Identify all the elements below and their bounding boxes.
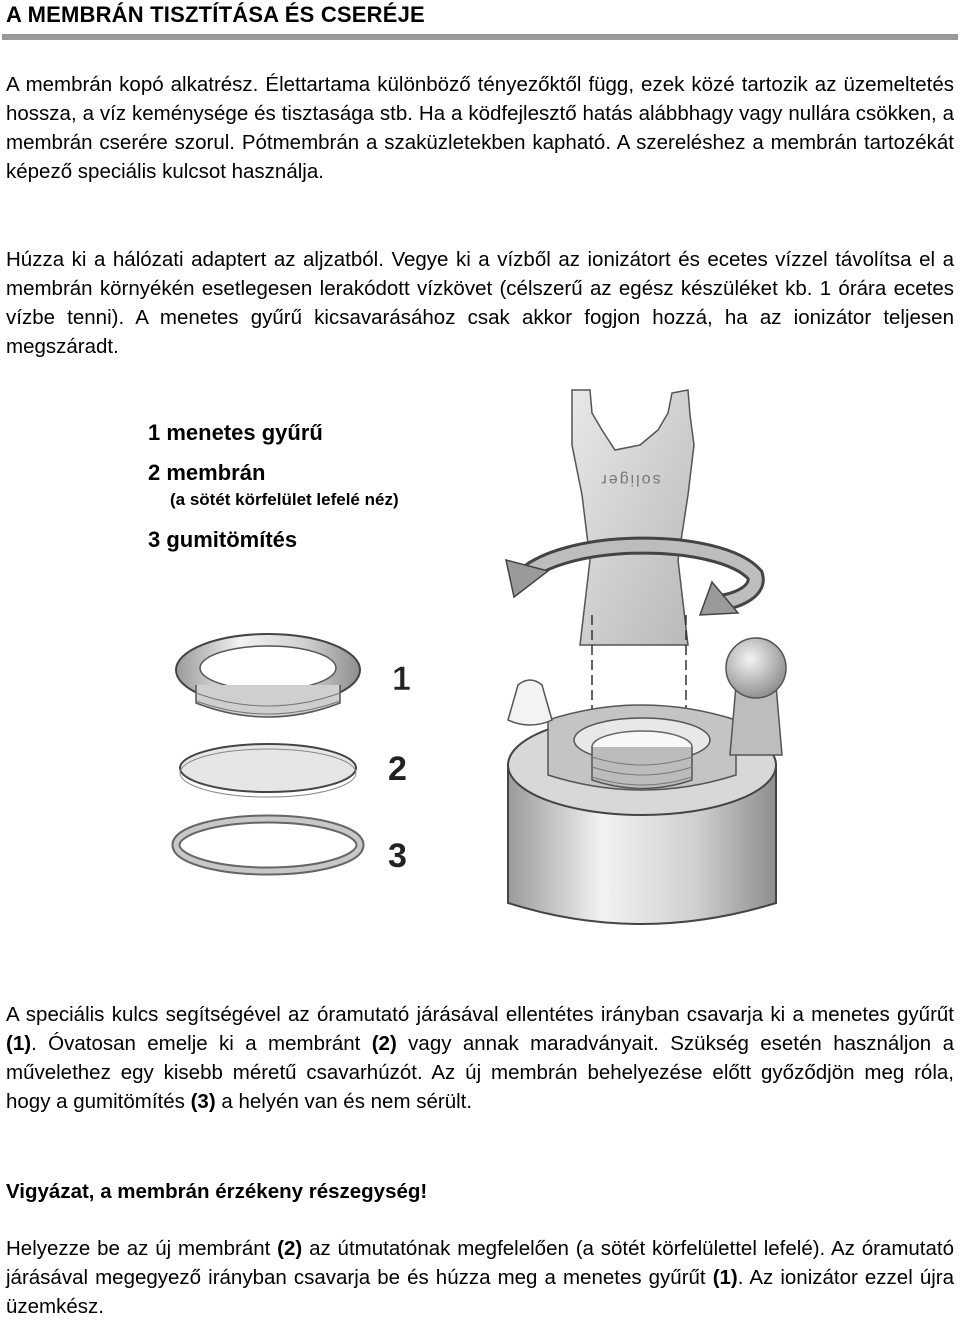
ionizer-device-icon bbox=[508, 638, 786, 924]
gasket-icon bbox=[176, 819, 360, 871]
install-text-1: Helyezze be az új membránt bbox=[6, 1237, 278, 1260]
install-text-3: . Az ionizátor ezzel újra üzemkész. bbox=[6, 1266, 954, 1318]
title-divider bbox=[2, 34, 958, 40]
part-number-1: 1 bbox=[392, 660, 411, 698]
removal-ref-gasket: (3) bbox=[190, 1090, 216, 1113]
removal-paragraph bbox=[6, 1000, 954, 1116]
removal-text-1: A speciális kulcs segítségével az óramutató járásával ellentétes irányban csavarja ki a menetes gyűrűt bbox=[6, 1003, 954, 1026]
removal-text-4: a helyén van és nem sérült. bbox=[215, 1090, 473, 1113]
membrane-replacement-figure bbox=[0, 385, 960, 985]
wrench-key-icon bbox=[572, 390, 694, 645]
legend-ring: 1 menetes gyűrű bbox=[148, 420, 323, 445]
removal-text-2: . Óvatosan emelje ki a membránt bbox=[31, 1032, 372, 1055]
preparation-paragraph: Húzza ki a hálózati adaptert az aljzatból. Vegye ki a vízből az ionizátort és ecetes vízzel távolítsa el a membrán környékén esetlegesen lerakódott vízkövet (célszerű az egész készüléket kb. 1 órára ecetes vízbe tenni). A menetes gyűrű kicsavarásához csak akkor fogjon hozzá, ha az ionizátor teljesen megszáradt. bbox=[6, 248, 954, 358]
removal-ref-membrane: (2) bbox=[371, 1032, 397, 1055]
legend-gasket: 3 gumitömítés bbox=[148, 527, 298, 552]
install-paragraph bbox=[6, 1234, 954, 1321]
key-logo: soliger bbox=[599, 471, 661, 488]
removal-text-3: vagy annak maradványait. Szükség esetén használjon a művelethez egy kisebb méretű csavarhúzót. Az új membrán behelyezése előtt győződjön meg róla, hogy a gumitömítés bbox=[6, 1032, 955, 1113]
install-text-2: az útmutatónak megfelelően (a sötét körfelülettel lefelé). Az óramutató járásával megegyező irányban csavarja be és húzza meg a menetes gyűrűt bbox=[6, 1237, 955, 1289]
page-title: A MEMBRÁN TISZTÍTÁSA ÉS CSERÉJE bbox=[6, 2, 425, 27]
membrane-disc-icon bbox=[180, 744, 356, 797]
install-ref-ring: (1) bbox=[712, 1266, 738, 1289]
intro-paragraph: A membrán kopó alkatrész. Élettartama különböző tényezőktől függ, ezek közé tartozik az üzemeltetés hossza, a víz keménysége és tisztasága stb. Ha a ködfejlesztő hatás alábbhagy vagy nullára csökken, a membrán cserére szorul. Pótmembrán a szaküzletekben kapható. A szereléshez a membrán tartozékát képező speciális kulcsot használja. bbox=[6, 73, 954, 183]
part-number-3: 3 bbox=[388, 837, 407, 875]
legend-membrane: 2 membrán bbox=[148, 460, 266, 485]
install-ref-membrane: (2) bbox=[277, 1237, 303, 1260]
legend-membrane-note: (a sötét körfelület lefelé néz) bbox=[170, 490, 399, 509]
warning-text: Vigyázat, a membrán érzékeny részegység! bbox=[6, 1180, 428, 1203]
ring-icon bbox=[176, 634, 360, 717]
removal-ref-ring: (1) bbox=[6, 1032, 32, 1055]
part-number-2: 2 bbox=[388, 750, 407, 788]
